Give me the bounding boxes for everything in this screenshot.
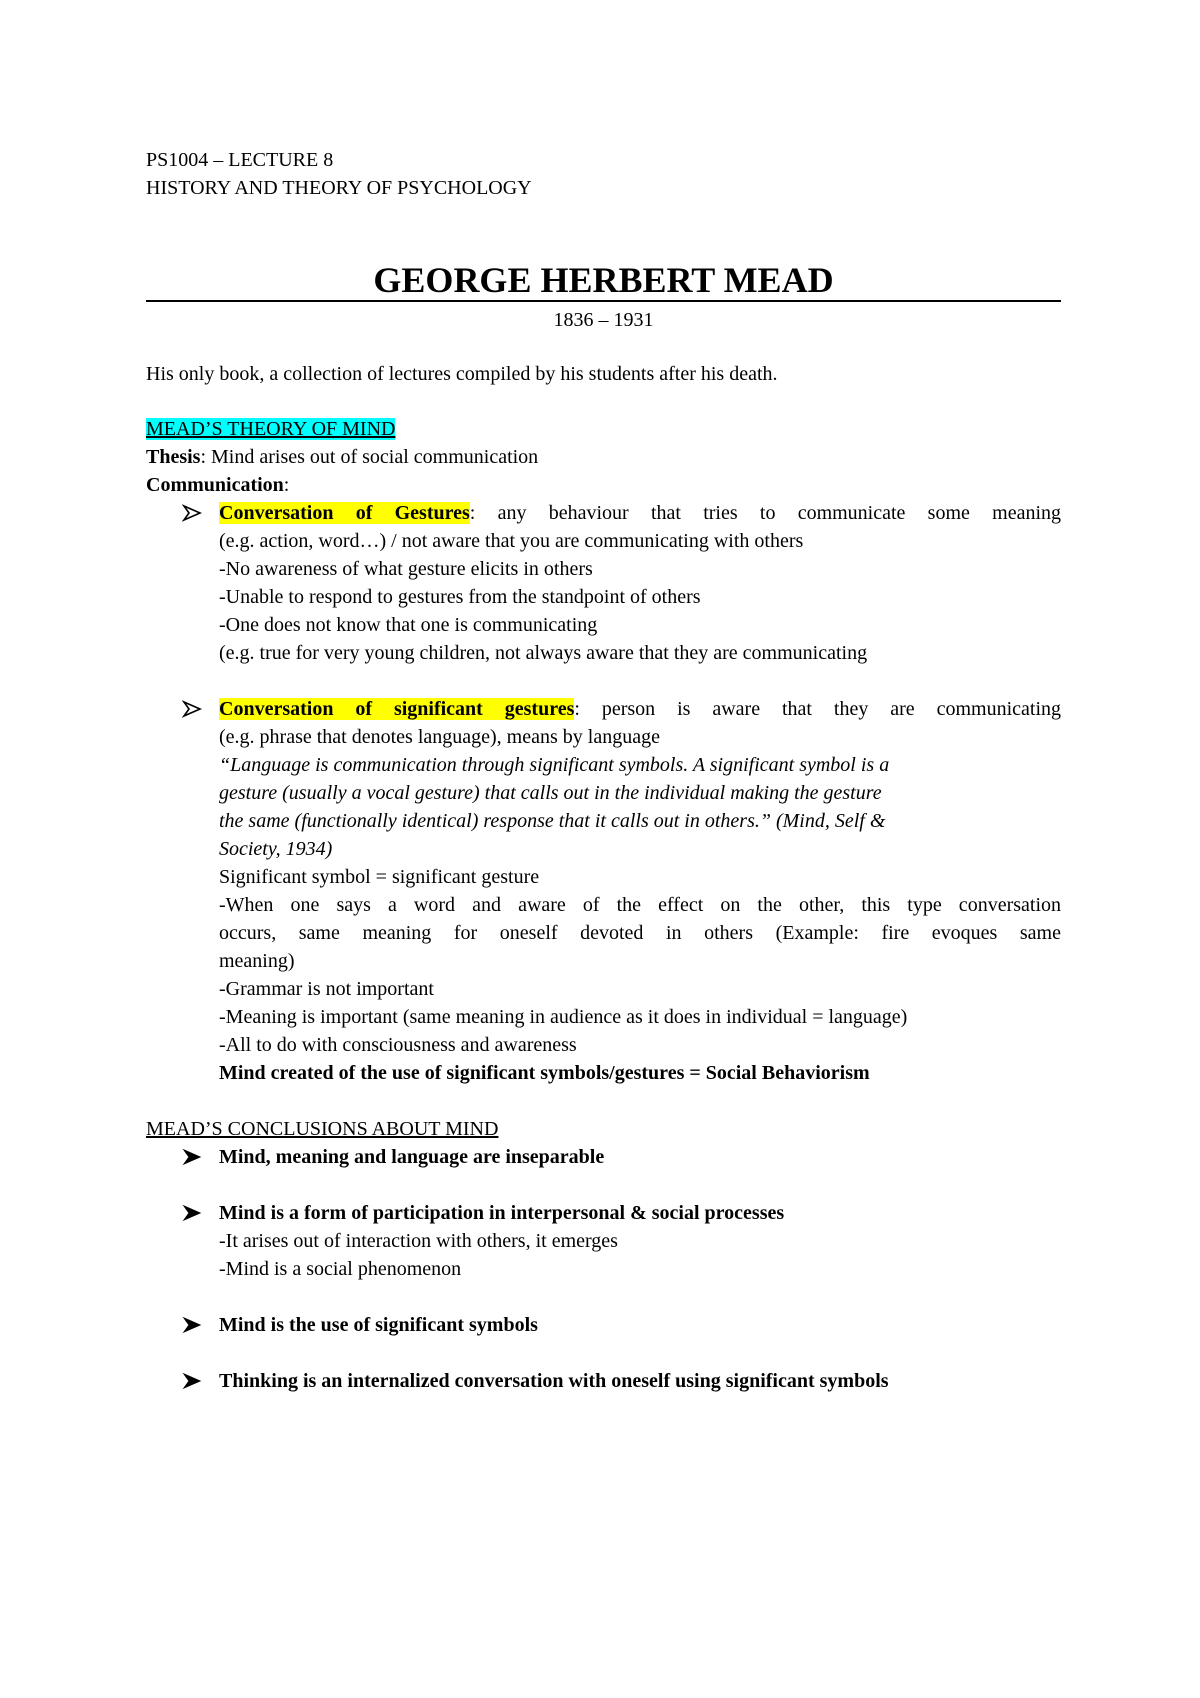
conclusions-heading: MEAD’S CONCLUSIONS ABOUT MIND bbox=[146, 1118, 499, 1140]
gestures-detail-line: -One does not know that one is communicating bbox=[219, 614, 598, 636]
significant-gestures-definition: : person is aware that they are communicating bbox=[574, 698, 1061, 720]
point-line: -Grammar is not important bbox=[219, 978, 434, 1000]
intro-text: His only book, a collection of lectures compiled by his students after his death. bbox=[146, 363, 778, 385]
mead-quote-line: Society, 1934) bbox=[219, 838, 333, 860]
gestures-bullet bbox=[219, 499, 1061, 527]
significant-gestures-term: Conversation of significant gestures bbox=[219, 698, 575, 720]
explanation-line: meaning) bbox=[219, 950, 295, 972]
arrowhead-bullet-icon bbox=[182, 1311, 204, 1339]
conclusion-item: Mind is the use of significant symbols bbox=[219, 1314, 538, 1336]
arrowhead-bullet-icon bbox=[182, 1367, 204, 1395]
arrowhead-bullet-icon bbox=[182, 1143, 204, 1171]
page-title: GEORGE HERBERT MEAD bbox=[373, 260, 834, 300]
point-line: -All to do with consciousness and awareness bbox=[219, 1034, 577, 1056]
mead-quote-line: the same (functionally identical) response that it calls out in others.” (Mind, Self & bbox=[219, 810, 886, 832]
thesis-label: Thesis bbox=[146, 446, 201, 468]
gestures-detail-line: (e.g. true for very young children, not always aware that they are communicating bbox=[219, 642, 868, 664]
conclusion-subpoint: -Mind is a social phenomenon bbox=[219, 1258, 462, 1280]
title-rule bbox=[146, 300, 1061, 302]
arrowhead-bullet-icon bbox=[182, 695, 204, 723]
symbol-equation: Significant symbol = significant gesture bbox=[219, 866, 540, 888]
significant-gestures-example: (e.g. phrase that denotes language), means by language bbox=[219, 726, 660, 748]
theory-heading bbox=[146, 415, 395, 443]
thesis-text: : Mind arises out of social communication bbox=[200, 446, 539, 468]
gestures-detail-line: (e.g. action, word…) / not aware that you are communicating with others bbox=[219, 530, 804, 552]
significant-gestures-bullet bbox=[219, 695, 1061, 723]
course-subject: HISTORY AND THEORY OF PSYCHOLOGY bbox=[146, 177, 532, 199]
explanation-line: occurs, same meaning for oneself devoted in others (Example: fire evoques same bbox=[219, 922, 1061, 944]
gestures-definition: : any behaviour that tries to communicate some meaning bbox=[469, 502, 1062, 524]
communication-label: Communication bbox=[146, 474, 284, 496]
gestures-term: Conversation of Gestures bbox=[219, 502, 470, 524]
mead-quote-line: gesture (usually a vocal gesture) that calls out in the individual making the gesture bbox=[219, 782, 882, 804]
communication-colon: : bbox=[283, 474, 290, 496]
thesis-line bbox=[146, 443, 538, 471]
mead-quote-line: “Language is communication through significant symbols. A significant symbol is a bbox=[219, 754, 890, 776]
point-line: -Meaning is important (same meaning in audience as it does in individual = language) bbox=[219, 1006, 908, 1028]
explanation-line: -When one says a word and aware of the effect on the other, this type conversation bbox=[219, 894, 1061, 916]
conclusion-item: Mind is a form of participation in interpersonal & social processes bbox=[219, 1202, 785, 1224]
gestures-detail-line: -No awareness of what gesture elicits in others bbox=[219, 558, 593, 580]
theory-heading-text: MEAD’S THEORY OF MIND bbox=[146, 418, 396, 440]
conclusion-subpoint: -It arises out of interaction with others, it emerges bbox=[219, 1230, 618, 1252]
course-code: PS1004 – LECTURE 8 bbox=[146, 149, 334, 171]
conclusion-item: Thinking is an internalized conversation with oneself using significant symbols bbox=[219, 1370, 889, 1392]
communication-line bbox=[146, 471, 289, 499]
conclusion-item: Mind, meaning and language are inseparable bbox=[219, 1146, 605, 1168]
gestures-detail-line: -Unable to respond to gestures from the standpoint of others bbox=[219, 586, 701, 608]
arrowhead-bullet-icon bbox=[182, 1199, 204, 1227]
arrowhead-bullet-icon bbox=[182, 499, 204, 527]
life-years: 1836 – 1931 bbox=[553, 309, 654, 331]
social-behaviorism-conclusion: Mind created of the use of significant symbols/gestures = Social Behaviorism bbox=[219, 1062, 870, 1084]
